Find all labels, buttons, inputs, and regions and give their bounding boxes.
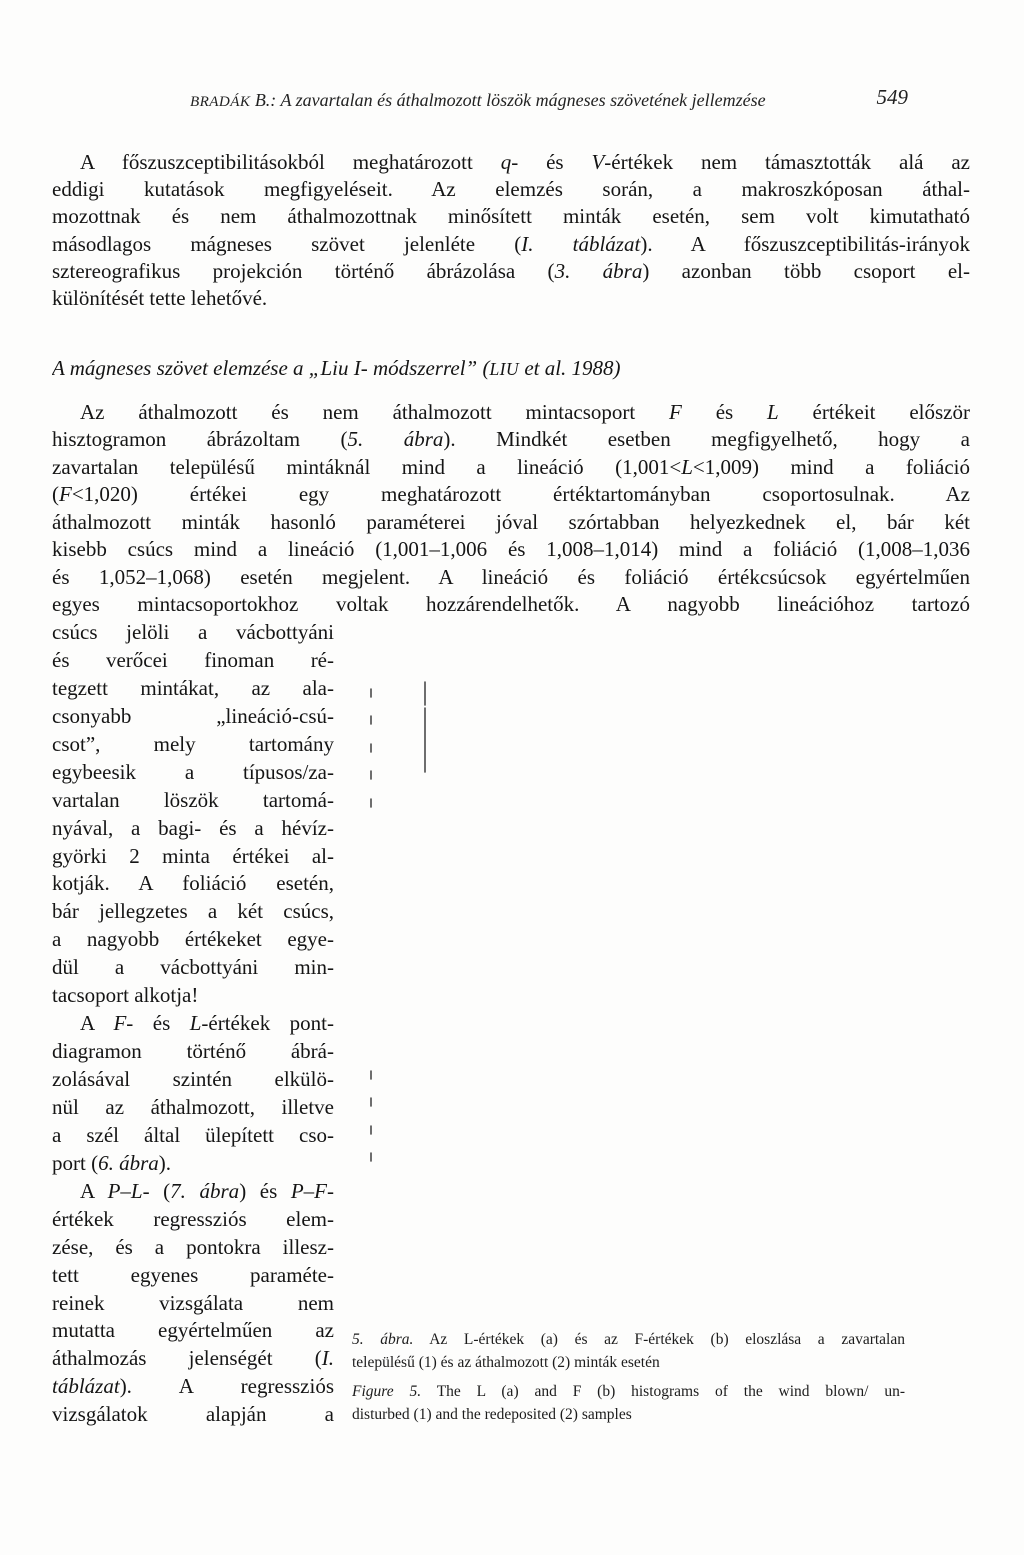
text-run: zavartalan településű mintáknál mind a lineáció (1,001< [52, 454, 682, 479]
italic-text: F [113, 1011, 127, 1036]
line-text: tegzett mintákat, az ala- [52, 675, 334, 700]
author-initial: B.: [254, 90, 277, 110]
italic-text: 5. ábra [347, 427, 444, 452]
text-run: A [80, 1011, 114, 1036]
line-text: a szél által ülepített cso- [52, 1122, 334, 1147]
text-line [352, 1403, 905, 1426]
text-line [52, 703, 334, 731]
text-run: <1,020) értékei egy meghatározott értéktartományban csoportosulnak. Az [71, 482, 970, 507]
text-line [52, 1262, 334, 1290]
text-line [52, 1150, 334, 1178]
italic-text: F [59, 482, 72, 507]
text-run: Az áthalmozott és nem áthalmozott mintacsoport [80, 400, 670, 424]
text-line [352, 1328, 905, 1351]
running-head [190, 88, 766, 112]
line-text: településű (1) és az áthalmozott (2) minták esetén [352, 1354, 660, 1371]
line-text: diagramon történő ábrá- [52, 1039, 334, 1064]
text-line [52, 509, 970, 536]
italic-text: L [767, 400, 779, 424]
italic-text: L [189, 1011, 202, 1036]
italic-text: P–L- [107, 1178, 150, 1203]
small-caps-text: LIU [489, 359, 520, 379]
text-line [52, 564, 970, 591]
line-text: egybeesik a típusos/za- [52, 759, 334, 784]
text-line [52, 231, 970, 258]
text-run: - és [511, 150, 592, 174]
line-text: zése, és a pontokra illesz- [52, 1234, 334, 1259]
article-title: A zavartalan és áthalmozott löszök mágneses szövetének jellemzése [280, 90, 766, 110]
text-run: ) és [239, 1178, 291, 1203]
text-line [52, 176, 970, 203]
text-run: áthalmozás jelenségét ( [52, 1346, 322, 1371]
text-run: ). A regressziós [119, 1374, 334, 1399]
text-line [52, 1178, 334, 1206]
line-text: csot”, mely tartomány [52, 731, 334, 756]
line-text: és verőcei finoman ré- [52, 647, 334, 672]
text-line [52, 1038, 334, 1066]
italic-text: P–F- [290, 1178, 334, 1203]
paragraph-2-continued [52, 619, 334, 1010]
text-line [52, 454, 970, 481]
line-text: eddigi kutatások megfigyeléseit. Az elemzés során, a makroszkóposan áthal- [52, 177, 970, 202]
text-line [52, 399, 970, 426]
line-text: dül a vácbottyáni min- [52, 955, 334, 980]
text-run: ). [158, 1150, 172, 1175]
paragraph-4 [52, 1178, 334, 1429]
text-line [52, 1094, 334, 1122]
line-text: kotják. A foliáció esetén, [52, 871, 334, 896]
text-run: hisztogramon ábrázoltam ( [52, 427, 348, 452]
line-text: és 1,052–1,068) esetén megjelent. A lineáció és foliáció értékcsúcsok egyértelműen [52, 564, 970, 589]
text-run: Az L-értékek (a) és az F-értékek (b) eloszlása a zavartalan [413, 1331, 905, 1348]
line-text: áthalmozott minták hasonló paraméterei jóval szórtabban helyezkednek el, bár két [52, 509, 970, 534]
line-text: a nagyobb értékeket egye- [52, 927, 334, 952]
text-run: értékeit először [778, 400, 970, 424]
text-line [52, 1373, 334, 1401]
text-run: ). Mindkét esetben megfigyelhető, hogy a [443, 427, 970, 452]
text-run: ). A főszuszceptibilitás-irányok [640, 231, 970, 256]
text-line [52, 870, 334, 898]
text-line [52, 203, 970, 230]
text-line [52, 1317, 334, 1345]
text-line [52, 647, 334, 675]
text-line [52, 898, 334, 926]
text-line [52, 759, 334, 787]
line-text: különítését tette lehetővé. [52, 285, 268, 310]
text-line [52, 926, 334, 954]
text-line [52, 426, 970, 453]
line-text: tett egyenes paraméte- [52, 1262, 334, 1287]
text-line [52, 982, 334, 1010]
line-text: csúcs jelöli a vácbottyáni [52, 620, 334, 644]
line-text: disturbed (1) and the redeposited (2) samples [352, 1406, 632, 1423]
text-line [52, 1401, 334, 1429]
text-run: és [681, 400, 768, 424]
italic-text: I. táblázat [521, 231, 641, 256]
line-text: mutatta egyértelműen az [52, 1318, 334, 1343]
line-text: kisebb csúcs mind a lineáció (1,001–1,006 és 1,008–1,014) mind a foliáció (1,008–1,036 [52, 537, 970, 562]
text-line [52, 1206, 334, 1234]
author-surname: BRADÁK [190, 94, 251, 110]
line-text: egyes mintacsoportokhoz voltak hozzárendelhetők. A nagyobb lineációhoz tartozó [52, 592, 970, 617]
caption-hungarian [352, 1328, 905, 1374]
text-line [52, 787, 334, 815]
text-line [52, 1010, 334, 1038]
text-line [52, 843, 334, 871]
caption-english [352, 1380, 905, 1426]
text-run: <1,009) mind a foliáció [692, 454, 970, 479]
italic-text: 6. ábra [98, 1150, 159, 1175]
text-line [52, 591, 970, 618]
text-line [352, 1351, 905, 1374]
text-line [52, 1122, 334, 1150]
italic-text: V [591, 150, 605, 174]
line-text: györki 2 minta értékei al- [52, 843, 334, 868]
text-line [52, 536, 970, 563]
italic-text: 7. ábra [170, 1178, 240, 1203]
italic-text: L [681, 454, 693, 479]
text-line [52, 815, 334, 843]
text-run: A [80, 1178, 108, 1203]
italic-text: táblázat [52, 1374, 120, 1399]
text-line [52, 354, 970, 382]
text-line [52, 619, 334, 647]
italic-text: Figure 5. [352, 1383, 422, 1400]
text-run: port ( [52, 1150, 99, 1175]
text-run: másodlagos mágneses szövet jelenléte ( [52, 231, 522, 256]
line-text: reinek vizsgálata nem [52, 1290, 334, 1315]
text-line [52, 285, 970, 312]
figure-5-caption [352, 1328, 905, 1426]
text-line [52, 1234, 334, 1262]
text-line [52, 1290, 334, 1318]
text-run: ) azonban több csoport el- [642, 258, 970, 283]
line-text: tacsoport alkotja! [52, 983, 199, 1008]
italic-text: F [669, 400, 682, 424]
text-run: ( [52, 482, 59, 507]
text-line [52, 675, 334, 703]
italic-text: q [500, 150, 512, 174]
page-number: 549 [876, 85, 908, 109]
line-text: csonyabb „lineáció-csú- [52, 703, 334, 728]
italic-text: 3. ábra [554, 258, 643, 283]
line-text: nül az áthalmozott, illetve [52, 1094, 334, 1119]
text-run: et al. 1988) [519, 356, 621, 380]
text-run: ( [149, 1178, 171, 1203]
italic-text: I. [321, 1346, 334, 1371]
text-run: A mágneses szövet elemzése a „Liu I- módszerrel” ( [52, 356, 490, 380]
text-line [52, 258, 970, 285]
text-line [52, 731, 334, 759]
line-text: vartalan löszök tartomá- [52, 787, 334, 812]
line-text: nyával, a bagi- és a hévíz- [52, 815, 334, 840]
paragraph-1 [52, 149, 970, 312]
text-line [52, 481, 970, 508]
line-text: bár jellegzetes a két csúcs, [52, 899, 334, 924]
section-heading [52, 354, 970, 382]
line-text: mozottnak és nem áthalmozottnak minősített minták esetén, sem volt kimutatható [52, 204, 970, 229]
italic-text: 5. ábra. [352, 1331, 414, 1348]
paragraph-2 [52, 399, 970, 619]
paragraph-3 [52, 1010, 334, 1178]
line-text: vizsgálatok alapján a [52, 1402, 334, 1427]
text-line [52, 1066, 334, 1094]
text-line [352, 1380, 905, 1403]
text-run: The L (a) and F (b) histograms of the wind blown/ un- [421, 1383, 905, 1400]
text-run: sztereografikus projekción történő ábrázolása ( [52, 258, 555, 283]
text-run: - és [126, 1011, 190, 1036]
line-text: zolásával szintén elkülö- [52, 1067, 334, 1091]
text-line [52, 954, 334, 982]
narrow-text-column [52, 619, 334, 1429]
text-run: -értékek nem támasztották alá az [604, 150, 970, 174]
text-line [52, 149, 970, 176]
figure-5-histograms [340, 660, 460, 1180]
line-text: értékek regressziós elem- [52, 1206, 334, 1231]
figure-5-remnant-marks [340, 660, 460, 1180]
text-line [52, 1345, 334, 1373]
text-run: -értékek pont- [201, 1011, 334, 1036]
text-run: A főszuszceptibilitásokból meghatározott [80, 150, 501, 174]
